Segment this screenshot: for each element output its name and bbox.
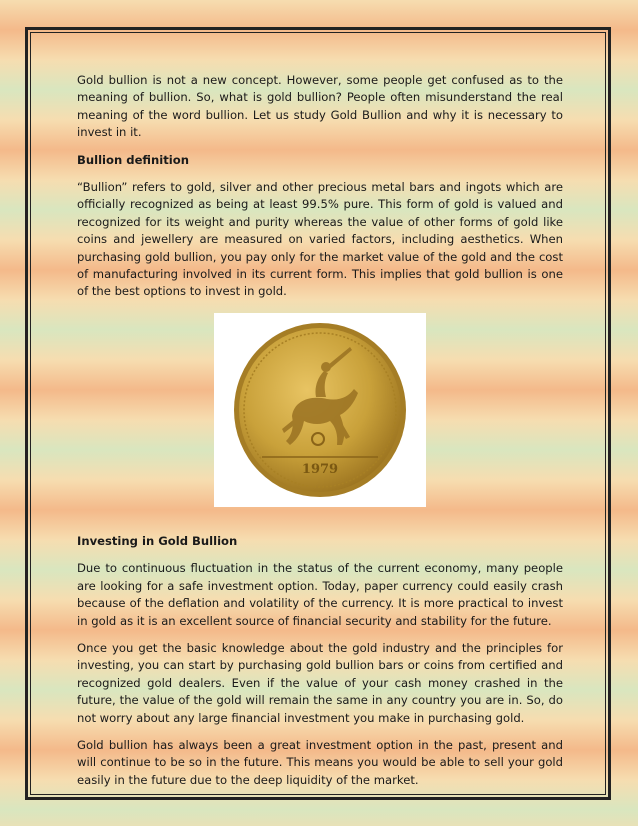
gold-sovereign-coin-icon — [232, 321, 408, 499]
investing-paragraph-2: Once you get the basic knowledge about the gold industry and the principles for investing, you can start by purchasing gold bullion bars or coins from certified and recognized gold dealers. Even if the value of your cash money crashed in the future, the value of the gold will remain the same in any country you are in. So, do not worry about any large financial investment you make in purchasing gold. — [77, 640, 563, 725]
gold-coin-image — [214, 313, 426, 507]
intro-paragraph: Gold bullion is not a new concept. However, some people get confused as to the meaning of bullion. So, what is gold bullion? People often misunderstand the real meaning of the word bullion. Let us study Gold Bullion and why it is necessary to invest in it. — [77, 73, 563, 140]
article-body — [77, 72, 563, 799]
investing-paragraph-3: Gold bullion has always been a great investment option in the past, present and will continue to be so in the future. This means you would be able to sell your gold easily in the future due to the deep liquidity of the market. — [77, 737, 563, 787]
investing-paragraph-1: Due to continuous fluctuation in the status of the current economy, many people are looking for a safe investment option. Today, paper currency could easily crash because of the deflation and volatility of the currency. It is more practical to invest in gold as it is an excellent source of financial security and stability for the future. — [77, 561, 563, 628]
coin-year: 1979 — [301, 461, 339, 477]
heading-bullion-definition: Bullion definition — [77, 152, 189, 167]
heading-investing: Investing in Gold Bullion — [77, 533, 238, 548]
definition-paragraph: “Bullion” refers to gold, silver and other precious metal bars and ingots which are officially recognized as being at least 99.5% pure. This form of gold is valued and recognized for its weight and purity whereas the value of other forms of gold like coins and jewellery are measured on varied factors, including aesthetics. When purchasing gold bullion, you pay only for the market value of the gold and the cost of manufacturing involved in its current form. This implies that gold bullion is one of the best options to invest in gold. — [77, 180, 563, 299]
